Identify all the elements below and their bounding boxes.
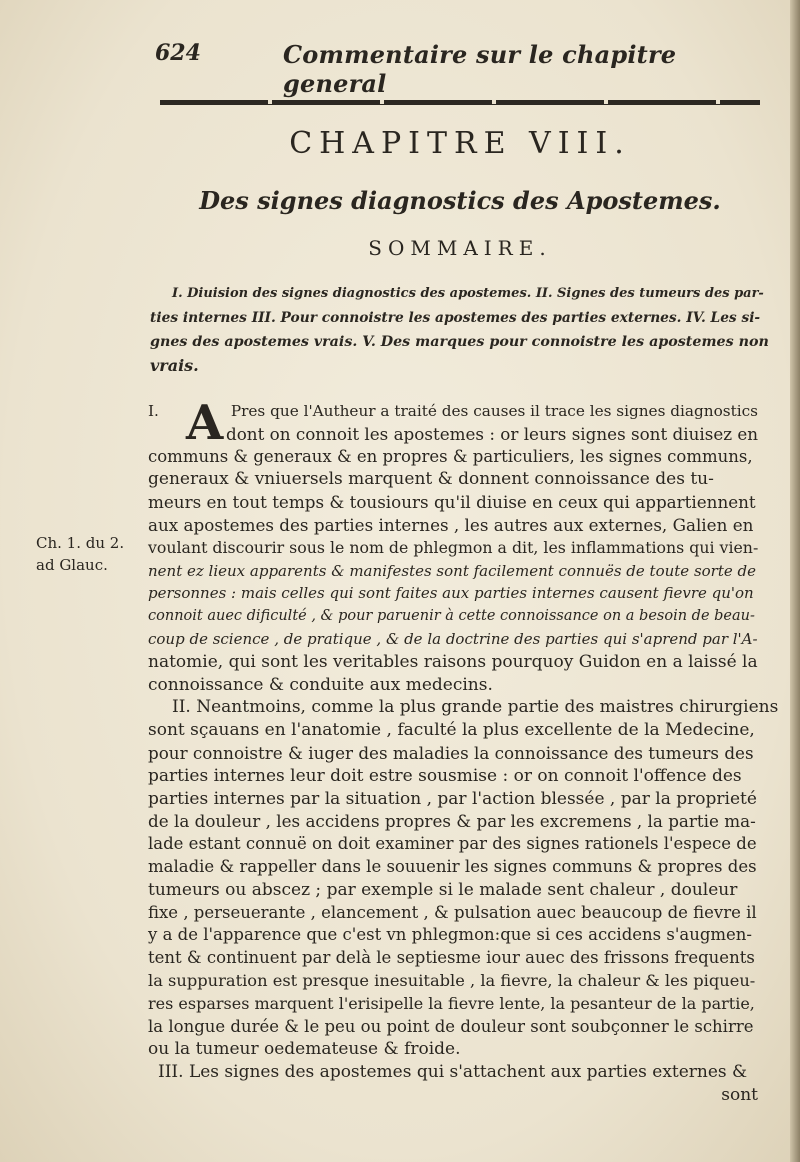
paragraph-line: II. Neantmoins, comme la plus grande partie des maistres chirurgiens (172, 697, 779, 718)
chapter-summary (150, 282, 770, 378)
paragraph-line: natomie, qui sont les veritables raisons pourquoy Guidon en a laissé la (148, 651, 758, 672)
paragraph-line: coup de science , de pratique , & de la doctrine des parties qui s'aprend par l'A- (148, 629, 758, 648)
summary-line: vrais. (150, 356, 199, 375)
paragraph-line: y a de l'apparence que c'est vn phlegmon:que si ces accidens s'augmen- (148, 925, 753, 945)
paragraph-line: connoissance & conduite aux medecins. (148, 674, 493, 695)
margin-note-line: Ch. 1. du 2. (36, 534, 125, 552)
paragraph-line: parties internes leur doit estre sousmise : or on connoit l'offence des (148, 765, 742, 786)
section-3 (148, 1061, 758, 1107)
section-2 (148, 696, 779, 719)
sommaire-heading: SOMMAIRE. (368, 236, 552, 260)
chapter-subtitle: Des signes diagnostics des Apostemes. (199, 186, 721, 215)
paragraph-line: pour connoistre & iuger des maladies la connoissance des tumeurs des (148, 742, 754, 763)
header-rule (160, 100, 760, 105)
section-number: I. (148, 402, 159, 420)
paragraph-line: lade estant connuë on doit examiner par des signes rationels l'espece de (148, 834, 757, 854)
paragraph-line: fixe , perseuerante , elancement , & pulsation auec beaucoup de fievre il (148, 902, 757, 922)
paragraph-line: tent & continuent par delà le septiesme iour auec des frissons frequents (148, 948, 755, 968)
paragraph-line: meurs en tout temps & tousiours qu'il diuise en ceux qui appartiennent (148, 492, 756, 513)
section-2-body (148, 719, 758, 1061)
paragraph-line: aux apostemes des parties internes , les autres aux externes, Galien en (148, 514, 754, 535)
running-head (155, 40, 715, 98)
drop-cap: A (186, 395, 224, 451)
running-title: Commentaire sur le chapitre general (283, 40, 677, 98)
margin-note-line: ad Glauc. (36, 556, 108, 574)
paragraph-line: Pres que l'Autheur a traité des causes il trace les signes diagnostics (230, 402, 758, 420)
summary-line: ties internes III. Pour connoistre les apostemes des parties externes. IV. Les si- (150, 310, 761, 326)
catchword: sont (721, 1084, 758, 1105)
paragraph-line: nent ez lieux apparents & manifestes sont facilement connuës de toute sorte de (148, 561, 756, 580)
margin-note (36, 532, 136, 576)
paragraph-line: voulant discourir sous le nom de phlegmon a dit, les inflammations qui vien- (148, 537, 759, 557)
paragraph-line: res esparses marquent l'erisipelle la fievre lente, la pesanteur de la partie, (148, 993, 755, 1013)
summary-line: gnes des apostemes vrais. V. Des marques pour connoistre les apostemes non (150, 334, 769, 350)
paragraph-line: ou la tumeur oedemateuse & froide. (148, 1039, 461, 1060)
page-edge (790, 0, 800, 1162)
paragraph-line: de la douleur , les accidens propres & par les excremens , la partie ma- (148, 811, 756, 832)
body-text (148, 395, 779, 1107)
paragraph-line: generaux & vniuersels marquent & donnent connoissance des tu- (148, 469, 714, 490)
paragraph-line: communs & generaux & en propres & particuliers, les signes communs, (148, 446, 753, 466)
page-number: 624 (155, 40, 201, 66)
paragraph-line: la suppuration est presque inesuitable , la fievre, la chaleur & les piqueu- (148, 970, 756, 990)
chapter-title: CHAPITRE VIII. (289, 126, 631, 161)
section-1 (148, 395, 759, 696)
paragraph-line: tumeurs ou abscez ; par exemple si le malade sent chaleur , douleur (148, 879, 738, 900)
paragraph-line: la longue durée & le peu ou point de douleur sont soubçonner le schirre (148, 1016, 754, 1036)
summary-line: I. Diuision des signes diagnostics des apostemes. II. Signes des tumeurs des par- (172, 286, 764, 301)
paragraph-line: sont sçauans en l'anatomie , faculté la plus excellente de la Medecine, (148, 720, 755, 741)
paragraph-line: parties internes par la situation , par l'action blessée , par la proprieté (148, 788, 757, 809)
paragraph-line: III. Les signes des apostemes qui s'attachent aux parties externes & (158, 1062, 748, 1083)
paragraph-line: personnes : mais celles qui sont faites aux parties internes causent fievre qu'on (148, 584, 754, 603)
paragraph-line: maladie & rappeller dans le souuenir les signes communs & propres des (148, 856, 757, 876)
paragraph-line: dont on connoit les apostemes : or leurs signes sont diuisez en (226, 423, 759, 444)
paragraph-line: connoit auec dificulté , & pour paruenir à cette connoissance on a besoin de beau- (148, 608, 755, 625)
